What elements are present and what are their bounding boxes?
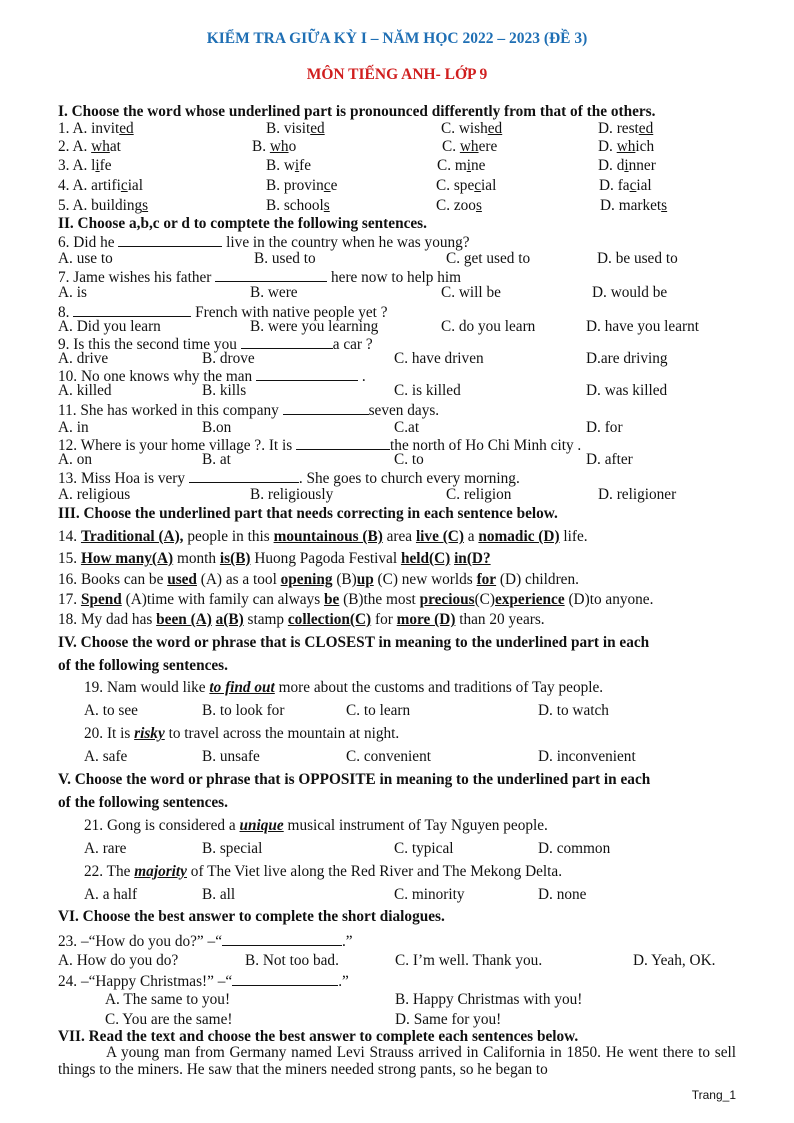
q22-option-a: A. a half (84, 886, 138, 903)
q12-option-d: D. after (586, 451, 633, 468)
q2-option-b: B. who (252, 138, 297, 155)
section-5-heading-cont: of the following sentences. (58, 794, 228, 811)
q13-option-b: B. religiously (250, 486, 334, 503)
q22-option-d: D. none (538, 886, 587, 903)
q4-option-d: D. facial (599, 177, 652, 194)
q8-stem: 8. French with native people yet ? (58, 304, 388, 321)
section-5-heading: V. Choose the word or phrase that is OPPOSITE in meaning to the underlined part in each (58, 771, 651, 788)
section-2-heading: II. Choose a,b,c or d to comptete the following sentences. (58, 215, 427, 232)
q4-option-b: B. province (266, 177, 338, 194)
q19-stem: 19. Nam would like to find out more about the customs and traditions of Tay people. (84, 679, 604, 696)
q11-option-b: B.on (202, 419, 232, 436)
q5-option-c: C. zoos (436, 197, 482, 214)
q19-option-d: D. to watch (538, 702, 609, 719)
q24-option-d: D. Same for you! (395, 1011, 502, 1028)
q7-stem: 7. Jame wishes his father here now to help him (58, 269, 462, 286)
q19-option-c: C. to learn (346, 702, 411, 719)
q3-option-a: 3. A. life (58, 157, 112, 174)
q3-option-d: D. dinner (598, 157, 656, 174)
q24-option-c: C. You are the same! (105, 1011, 233, 1028)
q6-option-d: D. be used to (597, 250, 678, 267)
q9-stem: 9. Is this the second time you a car ? (58, 336, 373, 353)
q13-option-c: C. religion (446, 486, 512, 503)
q14-sentence: 14. Traditional (A), people in this mountainous (B) area live (C) a nomadic (D) life. (58, 528, 588, 545)
q19-option-b: B. to look for (202, 702, 285, 719)
q17-sentence: 17. Spend (A)time with family can always be (B)the most precious(C)experience (D)to anyone. (58, 591, 654, 608)
q4-option-a: 4. A. artificial (58, 177, 143, 194)
q7-option-b: B. were (250, 284, 298, 301)
q2-option-a: 2. A. what (58, 138, 121, 155)
q3-option-c: C. mine (437, 157, 486, 174)
q22-option-b: B. all (202, 886, 236, 903)
q12-option-c: C. to (394, 451, 424, 468)
q1-option-a: 1. A. invited (58, 120, 134, 137)
q9-option-c: C. have driven (394, 350, 484, 367)
q11-option-c: C.at (394, 419, 420, 436)
q10-option-a: A. killed (58, 382, 112, 399)
q12-option-b: B. at (202, 451, 231, 468)
q20-stem: 20. It is risky to travel across the mountain at night. (84, 725, 400, 742)
q6-option-c: C. get used to (446, 250, 531, 267)
q6-option-b: B. used to (254, 250, 316, 267)
answer-blank[interactable] (232, 971, 338, 986)
answer-blank[interactable] (222, 931, 342, 946)
q21-option-c: C. typical (394, 840, 454, 857)
answer-blank[interactable] (215, 267, 327, 282)
q21-option-b: B. special (202, 840, 263, 857)
q21-option-d: D. common (538, 840, 611, 857)
q6-option-a: A. use to (58, 250, 113, 267)
section-6-heading: VI. Choose the best answer to complete the short dialogues. (58, 908, 445, 925)
section-7-heading: VII. Read the text and choose the best answer to complete each sentences below. (58, 1028, 579, 1045)
q5-option-d: D. markets (600, 197, 668, 214)
q10-option-b: B. kills (202, 382, 247, 399)
exam-subtitle: MÔN TIẾNG ANH- LỚP 9 (306, 66, 488, 83)
section-1-heading: I. Choose the word whose underlined part is pronounced differently from that of the others. (58, 103, 656, 120)
q15-sentence: 15. How many(A) month is(B) Huong Pagoda Festival held(C) in(D? (58, 550, 491, 567)
q10-stem: 10. No one knows why the man . (58, 368, 366, 385)
q9-option-a: A. drive (58, 350, 109, 367)
q8-option-a: A. Did you learn (58, 318, 161, 335)
answer-blank[interactable] (283, 400, 369, 415)
q11-option-a: A. in (58, 419, 89, 436)
q20-option-a: A. safe (84, 748, 128, 765)
q19-option-a: A. to see (84, 702, 138, 719)
q21-option-a: A. rare (84, 840, 127, 857)
section-4-heading-cont: of the following sentences. (58, 657, 228, 674)
answer-blank[interactable] (73, 302, 191, 317)
q20-option-d: D. inconvenient (538, 748, 636, 765)
q13-stem: 13. Miss Hoa is very . She goes to church every morning. (58, 470, 520, 487)
section-4-heading: IV. Choose the word or phrase that is CLOSEST in meaning to the underlined part in each (58, 634, 650, 651)
answer-blank[interactable] (241, 334, 333, 349)
q8-option-d: D. have you learnt (586, 318, 699, 335)
q1-option-d: D. rested (598, 120, 654, 137)
q10-option-c: C. is killed (394, 382, 461, 399)
q2-option-c: C. where (442, 138, 498, 155)
q1-option-b: B. visited (266, 120, 325, 137)
q24-option-a: A. The same to you! (105, 991, 231, 1008)
q5-option-b: B. schools (266, 197, 330, 214)
q11-stem: 11. She has worked in this company seven days. (58, 402, 440, 419)
q7-option-c: C. will be (441, 284, 501, 301)
q11-option-d: D. for (586, 419, 623, 436)
answer-blank[interactable] (189, 468, 299, 483)
q24-option-b: B. Happy Christmas with you! (395, 991, 583, 1008)
q23-option-d: D. Yeah, OK. (633, 952, 716, 969)
q24-stem: 24. –“Happy Christmas!” –“ .” (58, 973, 349, 990)
q8-option-b: B. were you learning (250, 318, 379, 335)
q3-option-b: B. wife (266, 157, 312, 174)
reading-passage: A young man from Germany named Levi Strauss arrived in California in 1850. He went there to sell things to the miners. He saw that the miners needed strong pants, so he began to (58, 1044, 736, 1078)
exam-title: KIỂM TRA GIỮA KỲ I – NĂM HỌC 2022 – 2023 (ĐỀ 3) (206, 30, 588, 47)
q23-stem: 23. –“How do you do?” –“ .” (58, 933, 353, 950)
q5-option-a: 5. A. buildings (58, 197, 149, 214)
q4-option-c: C. special (436, 177, 497, 194)
q22-stem: 22. The majority of The Viet live along the Red River and The Mekong Delta. (84, 863, 563, 880)
q16-sentence: 16. Books can be used (A) as a tool opening (B)up (C) new worlds for (D) children. (58, 571, 579, 588)
q9-option-d: D.are driving (586, 350, 668, 367)
q23-option-b: B. Not too bad. (245, 952, 339, 969)
q13-option-a: A. religious (58, 486, 131, 503)
q21-stem: 21. Gong is considered a unique musical instrument of Tay Nguyen people. (84, 817, 548, 834)
q12-option-a: A. on (58, 451, 92, 468)
q2-option-d: D. which (598, 138, 655, 155)
section-3-heading: III. Choose the underlined part that needs correcting in each sentence below. (58, 505, 558, 522)
answer-blank[interactable] (256, 366, 358, 381)
answer-blank[interactable] (118, 232, 222, 247)
q7-option-d: D. would be (592, 284, 668, 301)
q6-stem: 6. Did he live in the country when he was young? (58, 234, 470, 251)
q10-option-d: D. was killed (586, 382, 668, 399)
q13-option-d: D. religioner (598, 486, 677, 503)
answer-blank[interactable] (296, 435, 390, 450)
q23-option-a: A. How do you do? (58, 952, 179, 969)
q22-option-c: C. minority (394, 886, 465, 903)
q1-option-c: C. wished (441, 120, 503, 137)
q20-option-c: C. convenient (346, 748, 431, 765)
q7-option-a: A. is (58, 284, 87, 301)
page-number: Trang_1 (691, 1088, 736, 1102)
q8-option-c: C. do you learn (441, 318, 536, 335)
q23-option-c: C. I’m well. Thank you. (395, 952, 543, 969)
q18-sentence: 18. My dad has been (A) a(B) stamp collection(C) for more (D) than 20 years. (58, 611, 545, 628)
q9-option-b: B. drove (202, 350, 255, 367)
q20-option-b: B. unsafe (202, 748, 260, 765)
q12-stem: 12. Where is your home village ?. It is the north of Ho Chi Minh city . (58, 437, 582, 454)
